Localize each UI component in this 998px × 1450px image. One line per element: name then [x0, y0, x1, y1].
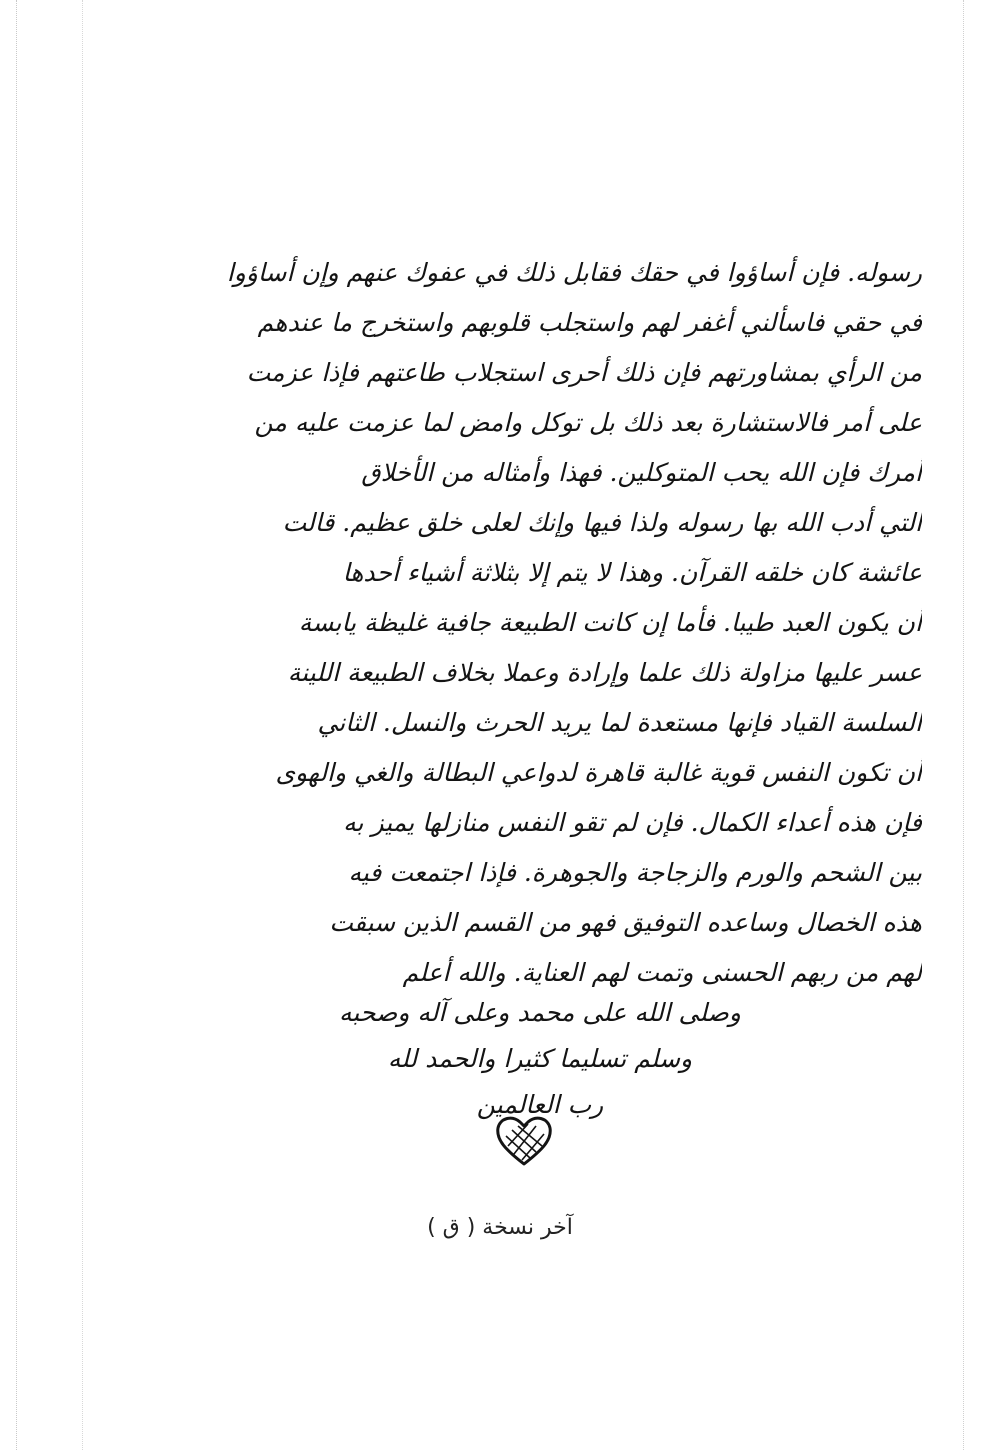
manuscript-line: في حقي فاسألني أغفر لهم واستجلب قلوبهم واستخرج ما عندهم [257, 308, 922, 337]
colophon-line: رب العالمين [476, 1090, 604, 1119]
manuscript-line: أمرك فإن الله يحب المتوكلين. فهذا وأمثاله من الأخلاق [361, 458, 922, 487]
copy-end-caption: آخر نسخة ( ق ) [427, 1215, 573, 1240]
scan-edge-left-inner [82, 0, 83, 1450]
manuscript-line: السلسة القياد فإنها مستعدة لما يريد الحرث والنسل. الثاني [317, 708, 922, 737]
colophon-line: وسلم تسليما كثيرا والحمد لله [387, 1044, 693, 1073]
manuscript-line: التي أدب الله بها رسوله ولذا فيها وإنك لعلى خلق عظيم. قالت [282, 508, 922, 537]
manuscript-line: بين الشحم والورم والزجاجة والجوهرة. فإذا اجتمعت فيه [348, 858, 922, 887]
manuscript-line: على أمر فالاستشارة بعد ذلك بل توكل وامض لما عزمت عليه من [254, 408, 922, 437]
manuscript-line: عائشة كان خلقه القرآن. وهذا لا يتم إلا بثلاثة أشياء أحدها [342, 558, 922, 587]
manuscript-line: أن تكون النفس قوية غالبة قاهرة لدواعي البطالة والغي والهوى [275, 758, 922, 787]
manuscript-line: هذه الخصال وساعده التوفيق فهو من القسم الذين سبقت [329, 908, 922, 937]
scan-edge-right [963, 0, 964, 1450]
manuscript-line: لهم من ربهم الحسنى وتمت لهم العناية. والله أعلم [402, 958, 922, 987]
colophon-line: وصلى الله على محمد وعلى آله وصحبه [339, 998, 741, 1027]
manuscript-line: من الرأي بمشاورتهم فإن ذلك أحرى استجلاب طاعتهم فإذا عزمت [246, 358, 922, 387]
manuscript-line: رسوله. فإن أساؤوا في حقك فقابل ذلك في عفوك عنهم وإن أساؤوا [226, 258, 922, 287]
manuscript-line: عسر عليها مزاولة ذلك علما وإرادة وعملا بخلاف الطبيعة اللينة [287, 658, 922, 687]
colophon [300, 990, 780, 1128]
heart-ornament-icon [492, 1112, 556, 1168]
manuscript-line: فإن هذه أعداء الكمال. فإن لم تقو النفس منازلها يميز به [343, 808, 922, 837]
manuscript-line: أن يكون العبد طيبا. فأما إن كانت الطبيعة جافية غليظة يابسة [298, 608, 922, 637]
scan-edge-left [16, 0, 17, 1450]
manuscript-body [180, 246, 922, 986]
